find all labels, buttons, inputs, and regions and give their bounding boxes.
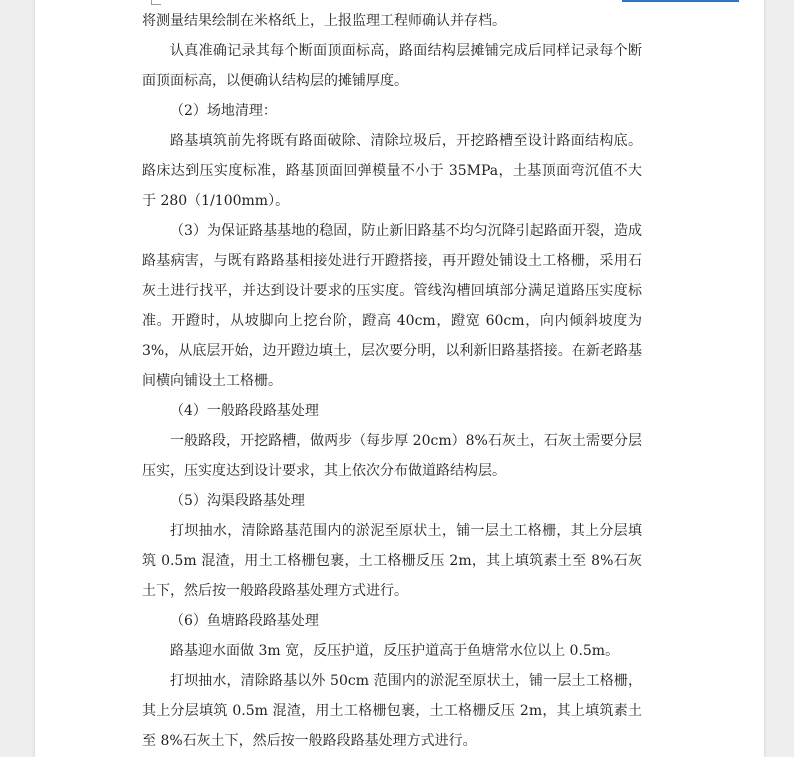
paragraph: （3）为保证路基基地的稳固，防止新旧路基不均匀沉降引起路面开裂，造成路基病害，与既有路路基相接处进行开蹬搭接，再开蹬处铺设土工格栅，采用石灰土进行找平，并达到设计要求的压实度。管线沟槽回填部分满足道路压实度标准。开蹬时，从坡脚向上挖台阶，蹬高 40cm，蹬宽 60cm，向内倾斜坡度为 3%，从底层开始，边开蹬边填土，层次要分明，以利新旧路基搭接。在新老路基间横向铺设土工格栅。: [142, 223, 642, 389]
paragraph: 打坝抽水，清除路基范围内的淤泥至原状土，铺一层土工格栅，其上分层填筑 0.5m 混渣，用土工格栅包裹，土工格栅反压 2m，其上填筑素土至 8%石灰土下，然后按一般路段路基处理方式进行。: [142, 523, 642, 599]
section-heading: （5）沟渠段路基处理: [170, 493, 305, 509]
paragraph: 打坝抽水，清除路基以外 50cm 范围内的淤泥至原状土，铺一层土工格栅，其上分层填筑 0.5m 混渣，用土工格栅包裹，土工格栅反压 2m，其上填筑素土至 8%石灰土下，然后按一般路段路基处理方式进行。: [142, 673, 642, 749]
section-heading: （6）鱼塘路段路基处理: [170, 613, 319, 629]
section-heading: （2）场地清理：: [170, 103, 277, 119]
section-heading: （4）一般路段路基处理: [170, 403, 319, 419]
paragraph: 一般路段，开挖路槽，做两步（每步厚 20cm）8%石灰土，石灰土需要分层压实，压实度达到设计要求，其上依次分布做道路结构层。: [142, 433, 642, 479]
paragraph: 路基迎水面做 3m 宽，反压护道，反压护道高于鱼塘常水位以上 0.5m。: [170, 643, 620, 659]
top-accent-bar: [622, 0, 739, 2]
paragraph: 将测量结果绘制在米格纸上，上报监理工程师确认并存档。: [142, 13, 506, 29]
paragraph: 路基填筑前先将既有路面破除、清除垃圾后，开挖路槽至设计路面结构底。路床达到压实度标准，路基顶面回弹模量不小于 35MPa，土基顶面弯沉值不大于 280（1/100mm）。: [142, 133, 642, 209]
page-corner-mark: [151, 0, 161, 5]
paragraph: 认真准确记录其每个断面顶面标高，路面结构层摊铺完成后同样记录每个断面顶面标高，以便确认结构层的摊铺厚度。: [142, 43, 642, 89]
document-body: [142, 6, 642, 756]
